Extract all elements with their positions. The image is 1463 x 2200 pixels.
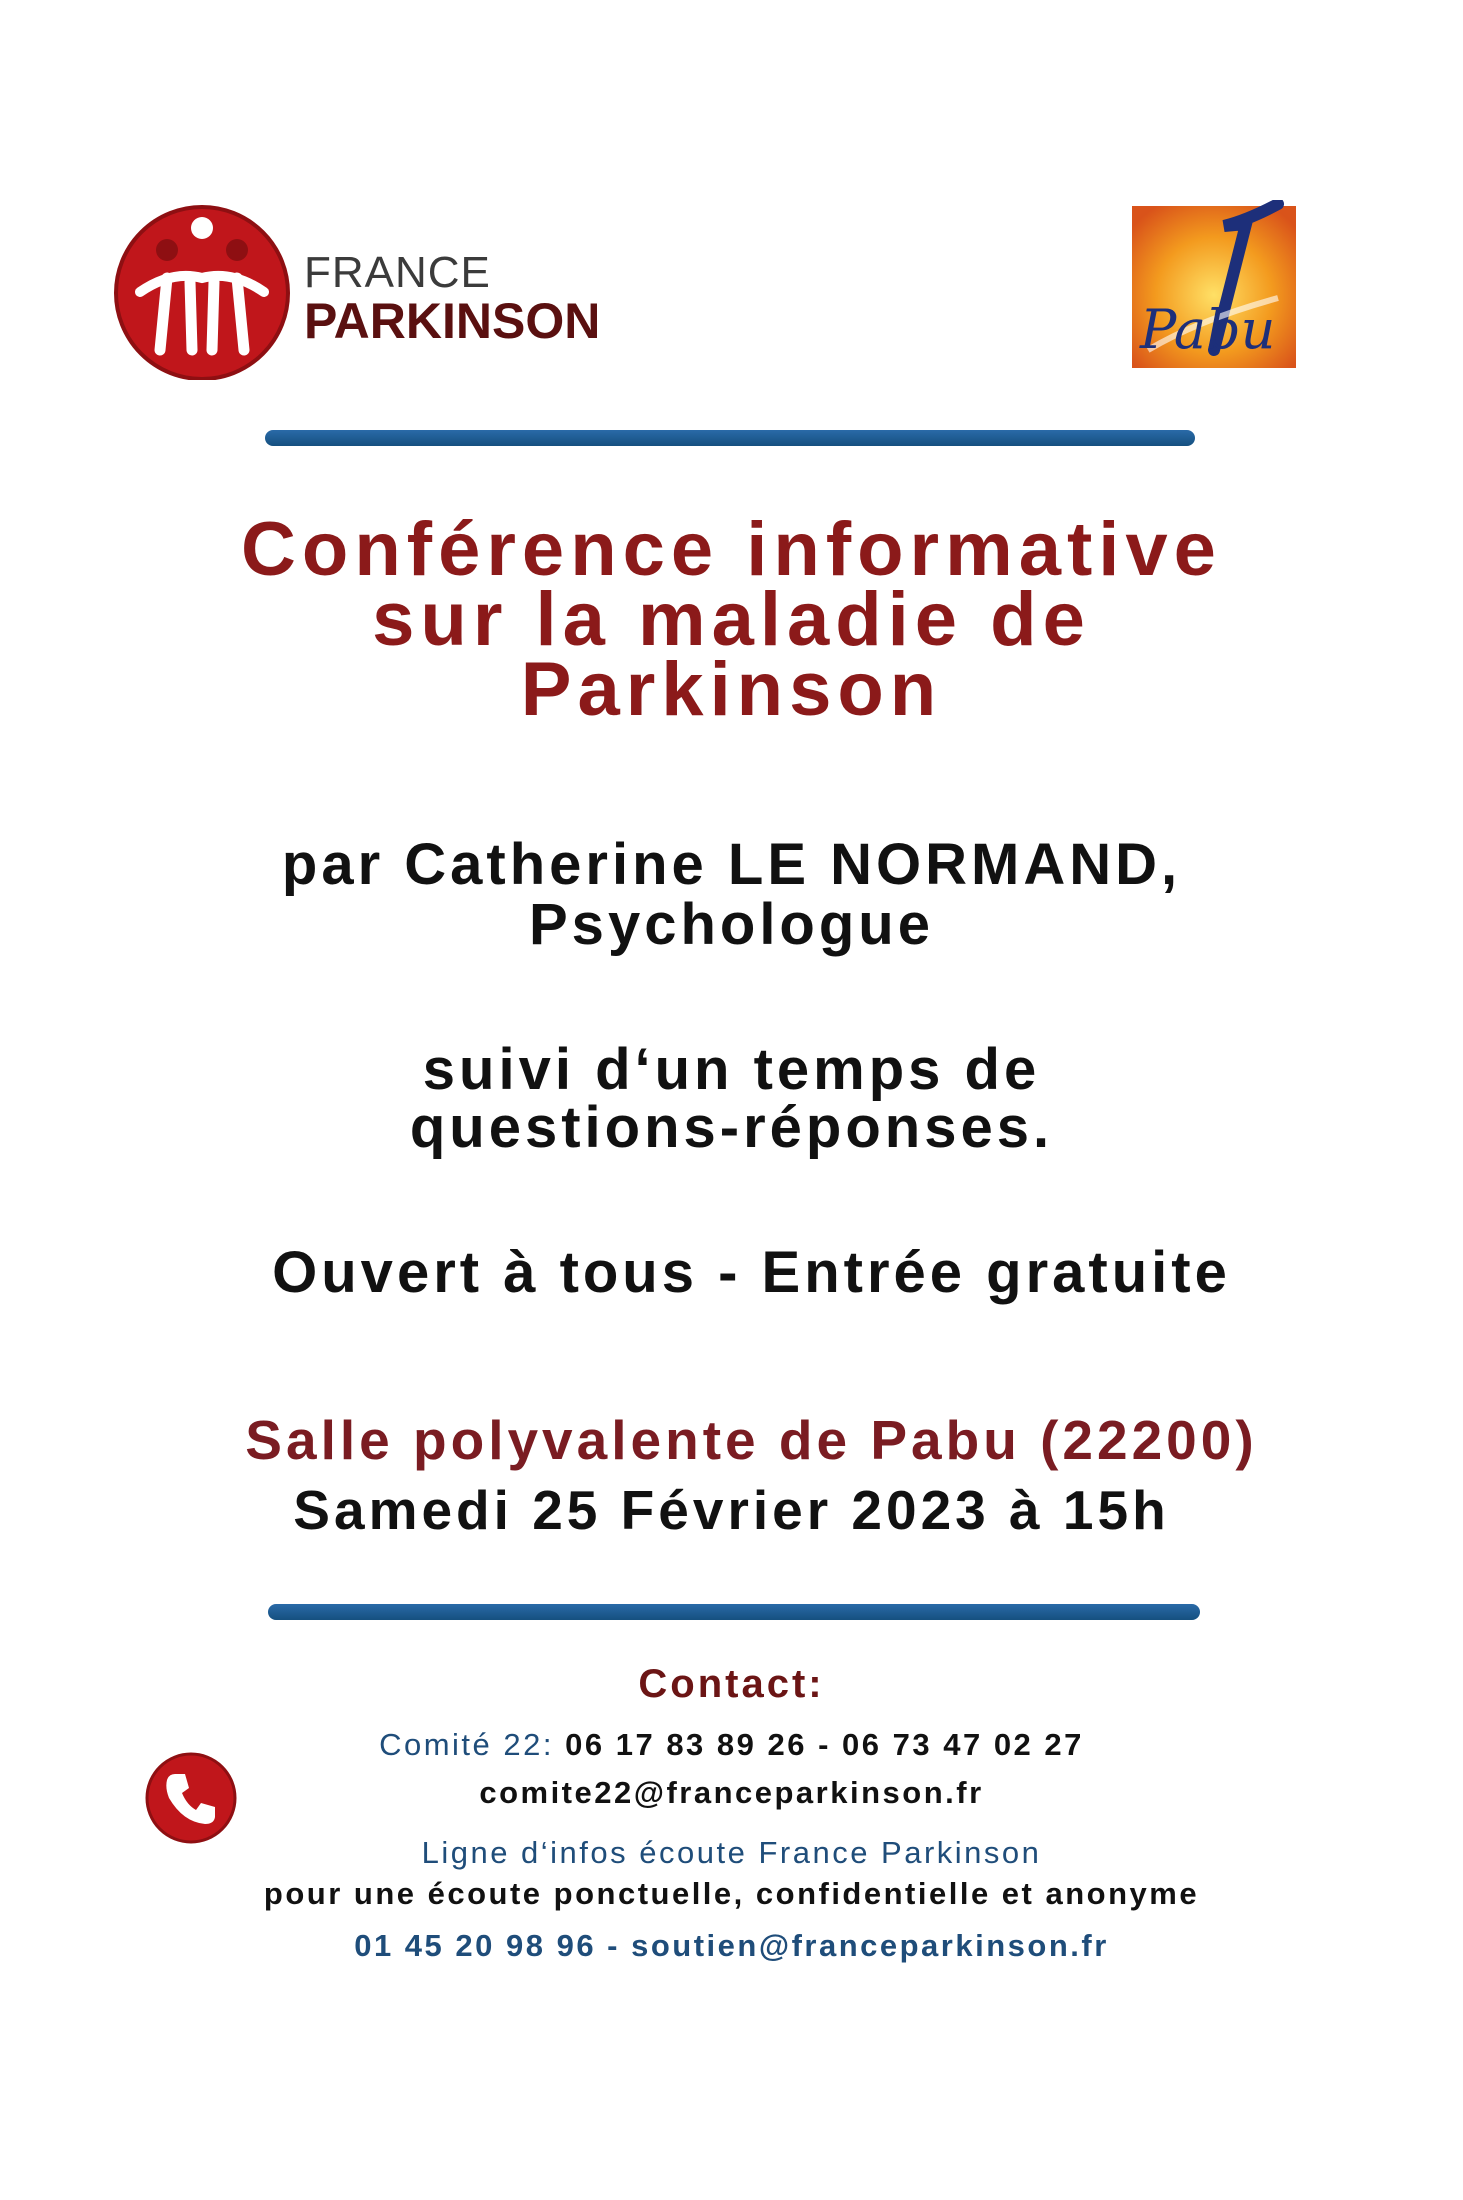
speaker-line-2: Psychologue bbox=[529, 892, 934, 957]
pabu-emblem-icon bbox=[1128, 200, 1300, 372]
divider-bottom bbox=[268, 1604, 1200, 1620]
title-line-1: Conférence informative bbox=[241, 507, 1222, 592]
access-info: Ouvert à tous - Entrée gratuite bbox=[272, 1240, 1231, 1305]
divider-top bbox=[265, 430, 1195, 446]
hotline-contact-line bbox=[0, 1928, 1463, 1964]
hotline-separator: - bbox=[596, 1928, 632, 1963]
speaker-line-1: par Catherine LE NORMAND, bbox=[281, 832, 1182, 897]
hotline-description: pour une écoute ponctuelle, confidentielle et anonyme bbox=[263, 1876, 1200, 1911]
pabu-logo-text: Pabu bbox=[1140, 298, 1276, 361]
logo-text-france: FRANCE bbox=[304, 248, 491, 297]
followup-line-1: suivi d‘un temps de bbox=[422, 1037, 1041, 1102]
committee-phones: 06 17 83 89 26 - 06 73 47 02 27 bbox=[565, 1727, 1084, 1762]
france-parkinson-logo bbox=[112, 200, 612, 390]
committee-email: comite22@franceparkinson.fr bbox=[479, 1775, 984, 1810]
venue: Salle polyvalente de Pabu (22200) bbox=[245, 1409, 1258, 1471]
title-line-2: sur la maladie de bbox=[372, 577, 1091, 662]
france-parkinson-emblem-icon bbox=[112, 200, 292, 380]
committee-label: Comité 22: bbox=[379, 1727, 554, 1762]
title-line-3: Parkinson bbox=[520, 647, 943, 732]
hotline-phone: 01 45 20 98 96 bbox=[354, 1928, 597, 1963]
logo-text-parkinson: PARKINSON bbox=[304, 293, 601, 349]
pabu-logo bbox=[1128, 200, 1300, 372]
hotline-email: soutien@franceparkinson.fr bbox=[631, 1928, 1109, 1963]
phone-icon bbox=[145, 1752, 237, 1844]
event-date: Samedi 25 Février 2023 à 15h bbox=[293, 1479, 1170, 1541]
hotline-label: Ligne d‘infos écoute France Parkinson bbox=[421, 1835, 1042, 1870]
contact-heading: Contact: bbox=[638, 1662, 825, 1706]
followup-line-2: questions-réponses. bbox=[409, 1095, 1054, 1160]
